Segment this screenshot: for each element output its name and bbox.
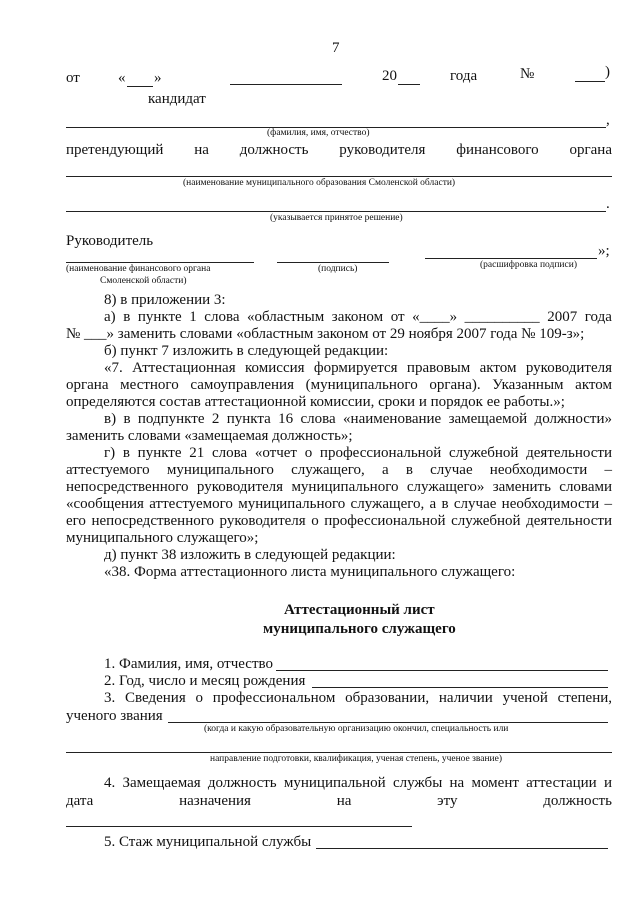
- item-3-caption-2: направление подготовки, квалификация, ученая степень, ученое звание): [210, 754, 503, 764]
- quote-open: «: [118, 70, 126, 86]
- g-line2: аттестуемого муниципального служащего, а в случае необходимости –: [66, 462, 612, 478]
- page-number: 7: [332, 40, 340, 56]
- candidate-label: кандидат: [148, 91, 206, 107]
- decision-caption: (указывается принятое решение): [270, 213, 403, 223]
- a-word: «____»: [412, 309, 458, 325]
- a-word: а): [104, 309, 116, 325]
- g-line1: г) в пункте 21 слова «отчет о профессиональной служебной деятельности: [104, 445, 612, 461]
- item-4-word: должность: [543, 793, 612, 809]
- item-2-field: [312, 687, 608, 688]
- applicant-word-3: должность: [239, 142, 309, 158]
- applicant-line: [66, 142, 612, 159]
- item-4-line1: 4. Замещаемая должность муниципальной службы на момент аттестации и: [104, 775, 612, 791]
- v-line2: заменить словами «замещаемая должность»;: [66, 428, 353, 444]
- comma-mark: ,: [606, 112, 610, 128]
- item-5-label: 5. Стаж муниципальной службы: [104, 834, 312, 850]
- item-4-field: [66, 826, 412, 827]
- year-blank: [398, 84, 420, 85]
- q7-line1: «7. Аттестационная комиссия формируется правовым актом руководителя: [104, 360, 612, 376]
- a-word: __________: [464, 309, 540, 325]
- item-1-label: 1. Фамилия, имя, отчество: [104, 656, 273, 672]
- g-line3: непосредственного руководителя муниципального служащего» заменить словами: [66, 479, 612, 495]
- year-prefix: 20: [382, 68, 397, 84]
- para-a-line2: № ___» заменить словами «областным законом от 29 ноября 2007 года № 109-з»;: [66, 326, 585, 342]
- applicant-word-1: претендующий: [66, 142, 164, 158]
- a-word: 1: [189, 309, 197, 325]
- finorg-caption-2: Смоленской области): [100, 276, 187, 286]
- applicant-word-6: органа: [569, 142, 612, 158]
- item-1-field: [276, 670, 608, 671]
- form-title-2: муниципального служащего: [263, 621, 456, 637]
- number-sign: №: [520, 66, 535, 82]
- decode-line: [425, 258, 597, 259]
- a-word: пункте: [137, 309, 182, 325]
- q38-line: «38. Форма аттестационного листа муниципального служащего:: [104, 564, 516, 580]
- item-3-field-2: [66, 752, 612, 753]
- item-5-field: [316, 848, 608, 849]
- item-3-line2: ученого звания: [66, 708, 163, 724]
- finorg-line: [66, 262, 254, 263]
- item-4-word: на: [336, 793, 352, 809]
- quote-close: »: [154, 70, 162, 86]
- a-word: законом: [331, 309, 384, 325]
- from-label: от: [66, 70, 80, 86]
- signature-line: [277, 262, 389, 263]
- item-4-word: дата: [66, 793, 94, 809]
- head-label: Руководитель: [66, 233, 154, 249]
- decision-line: [66, 211, 606, 212]
- para-b: б) пункт 7 изложить в следующей редакции:: [104, 343, 389, 359]
- applicant-word-2: на: [194, 142, 209, 158]
- mo-caption: (наименование муниципального образования Смоленской области): [183, 178, 456, 188]
- fio-caption: (фамилия, имя, отчество): [267, 128, 370, 138]
- g-line5: его непосредственного руководителя о профессиональной служебной деятельности: [66, 513, 612, 529]
- q7-line3: определяются состав аттестационной комиссии, сроки и порядок ее работы.»;: [66, 394, 565, 410]
- signature-caption: (подпись): [318, 264, 358, 274]
- item-3-caption-1: (когда и какую образовательную организацию окончил, специальность или: [204, 724, 509, 734]
- a-word: слова: [204, 309, 240, 325]
- paren-close: ): [605, 64, 610, 80]
- a-word: года: [584, 309, 612, 325]
- end-mark: »;: [598, 243, 610, 259]
- finorg-caption-1: (наименование финансового органа: [66, 264, 211, 274]
- a-word: «областным: [247, 309, 325, 325]
- item-2-label: 2. Год, число и месяц рождения: [104, 673, 306, 689]
- item-4-word: эту: [437, 793, 458, 809]
- g-line4: «сообщения аттестуемого муниципального служащего, а в случае необходимости –: [66, 496, 612, 512]
- para-8: 8) в приложении 3:: [104, 292, 226, 308]
- item-3-field: [168, 722, 608, 723]
- item-4-word: назначения: [179, 793, 251, 809]
- q7-line2: органа местного самоуправления (муниципального органа). Указанным актом: [66, 377, 612, 393]
- day-blank: [127, 86, 153, 87]
- item-3-line1: 3. Сведения о профессиональном образовании, наличии ученой степени,: [104, 690, 612, 706]
- v-line1: в) в подпункте 2 пункта 16 слова «наименование замещаемой должности»: [104, 411, 612, 427]
- month-blank: [230, 84, 342, 85]
- number-blank: [575, 81, 605, 82]
- applicant-word-4: руководителя: [339, 142, 426, 158]
- form-title-1: Аттестационный лист: [284, 602, 435, 618]
- period-mark: .: [606, 196, 610, 212]
- a-word: 2007: [547, 309, 578, 325]
- para-a-line1: [104, 309, 612, 326]
- a-word: в: [123, 309, 131, 325]
- a-word: от: [390, 309, 405, 325]
- g-line6: муниципального служащего»;: [66, 530, 259, 546]
- applicant-word-5: финансового: [456, 142, 539, 158]
- year-word: года: [450, 68, 478, 84]
- para-d: д) пункт 38 изложить в следующей редакции:: [104, 547, 396, 563]
- item-4-line2: [66, 793, 612, 810]
- decode-caption: (расшифровка подписи): [480, 260, 577, 270]
- mo-line: [66, 176, 612, 177]
